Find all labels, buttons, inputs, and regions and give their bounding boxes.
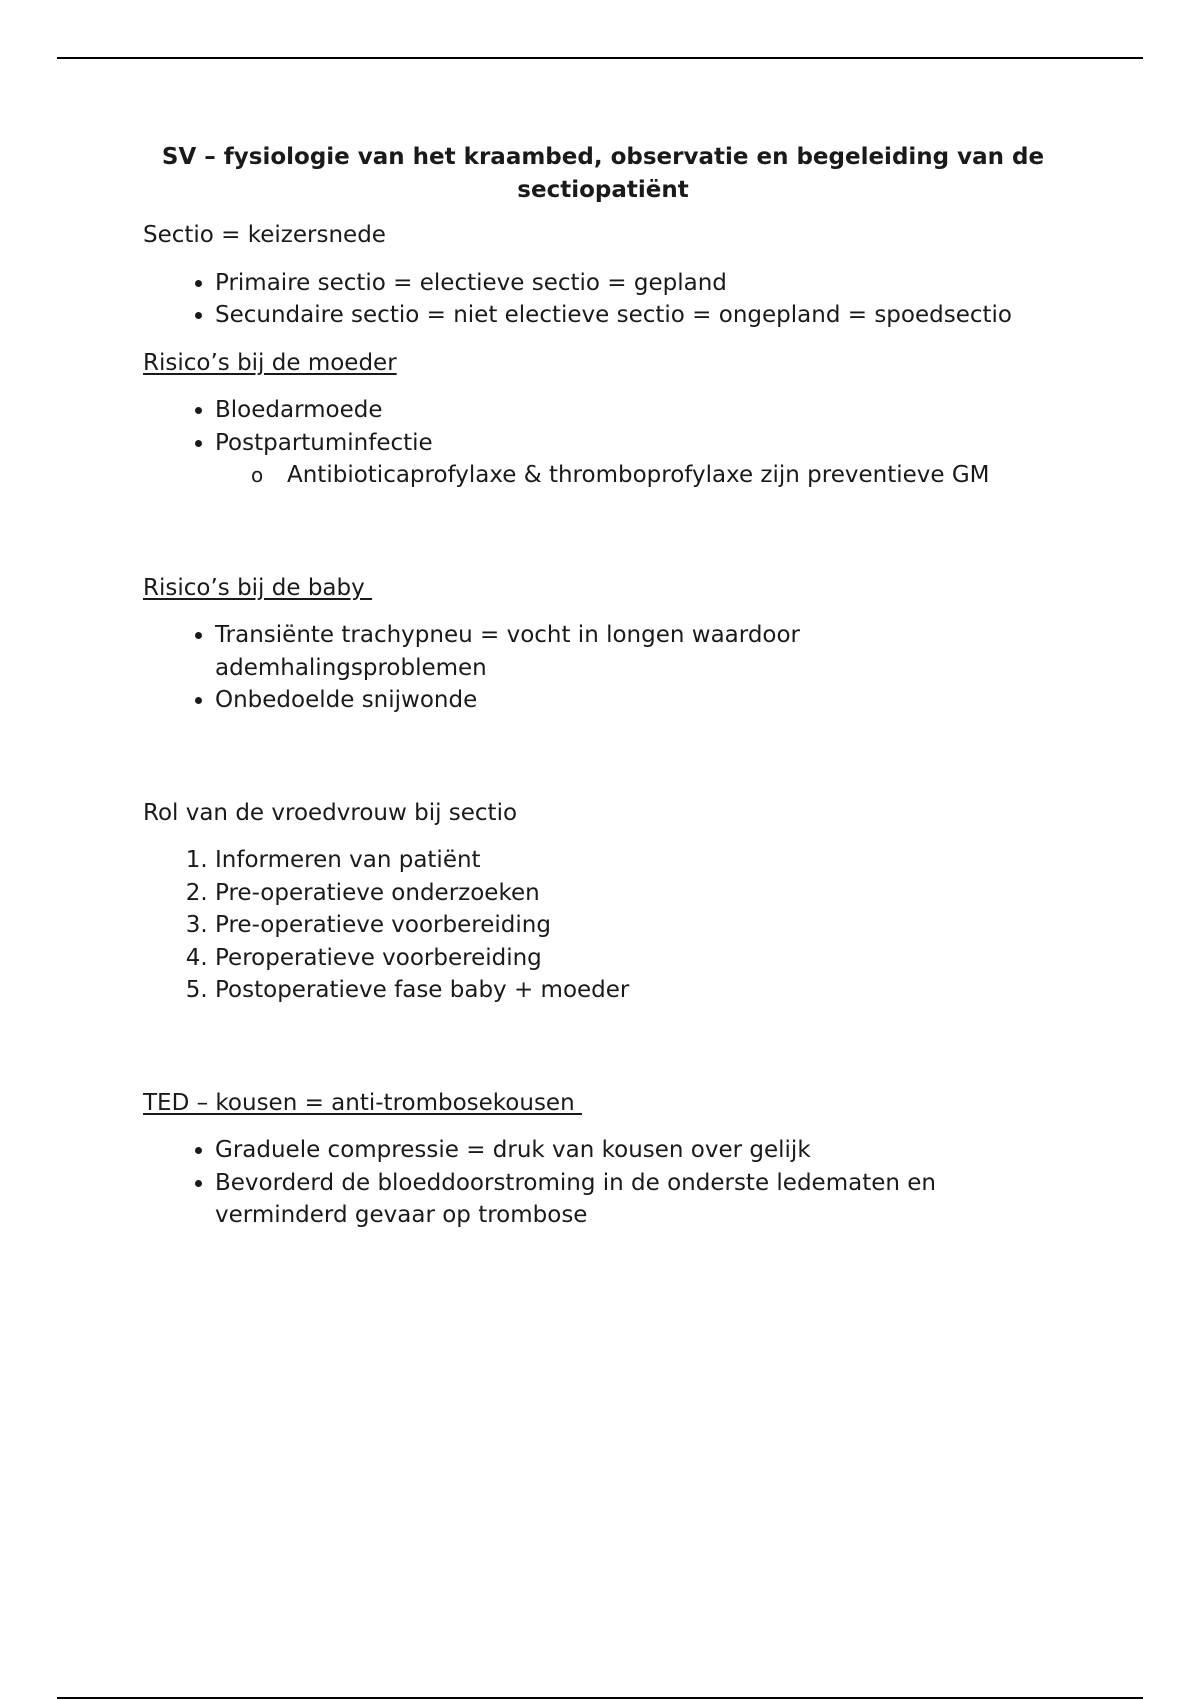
list-item: • Onbedoelde snijwonde	[215, 684, 863, 717]
sectio-types-list	[143, 267, 1063, 332]
mother-risks-list	[143, 394, 1063, 492]
list-item	[215, 427, 1063, 492]
list-item: 3. Pre-operatieve voorbereiding	[215, 909, 1063, 942]
mother-risks-sublist	[215, 459, 1063, 492]
list-item: 2. Pre-operatieve onderzoeken	[215, 877, 1063, 910]
list-item: • Graduele compressie = druk van kousen over gelijk	[215, 1134, 1003, 1167]
header-rule	[57, 57, 1143, 59]
list-item: • Primaire sectio = electieve sectio = gepland	[215, 267, 1063, 300]
baby-risks-heading: Risico’s bij de baby	[143, 574, 373, 601]
midwife-role-list	[143, 844, 1063, 1007]
ted-heading: TED – kousen = anti-trombosekousen	[143, 1089, 582, 1116]
list-item: 5. Postoperatieve fase baby + moeder	[215, 974, 1063, 1007]
document-body	[143, 141, 1063, 1247]
list-item: • Secundaire sectio = niet electieve sectio = ongepland = spoedsectio	[215, 299, 1063, 332]
mother-risks-heading: Risico’s bij de moeder	[143, 349, 397, 376]
intro-text: Sectio = keizersnede	[143, 222, 386, 248]
baby-risks-list	[143, 619, 1063, 717]
footer-rule	[57, 1697, 1143, 1699]
spacer	[143, 507, 1063, 572]
list-item: • Bevorderd de bloeddoorstroming in de onderste ledematen en verminderd gevaar op trombose	[215, 1167, 1003, 1232]
list-item: 4. Peroperatieve voorbereiding	[215, 942, 1063, 975]
list-item: 1. Informeren van patiënt	[215, 844, 1063, 877]
list-item: • Transiënte trachypneu = vocht in longen waardoor ademhalingsproblemen	[215, 619, 863, 684]
midwife-role-heading: Rol van de vroedvrouw bij sectio	[143, 799, 518, 826]
ted-list	[143, 1134, 1063, 1232]
spacer	[143, 732, 1063, 797]
list-item-label: Postpartuminfectie	[215, 429, 433, 456]
document-title: SV – fysiologie van het kraambed, observatie en begeleiding van de sectiopatiënt	[161, 144, 1045, 203]
list-item: • Bloedarmoede	[215, 394, 1063, 427]
spacer	[143, 1022, 1063, 1087]
sub-list-item: o Antibioticaprofylaxe & thromboprofylaxe zijn preventieve GM	[287, 459, 1063, 492]
